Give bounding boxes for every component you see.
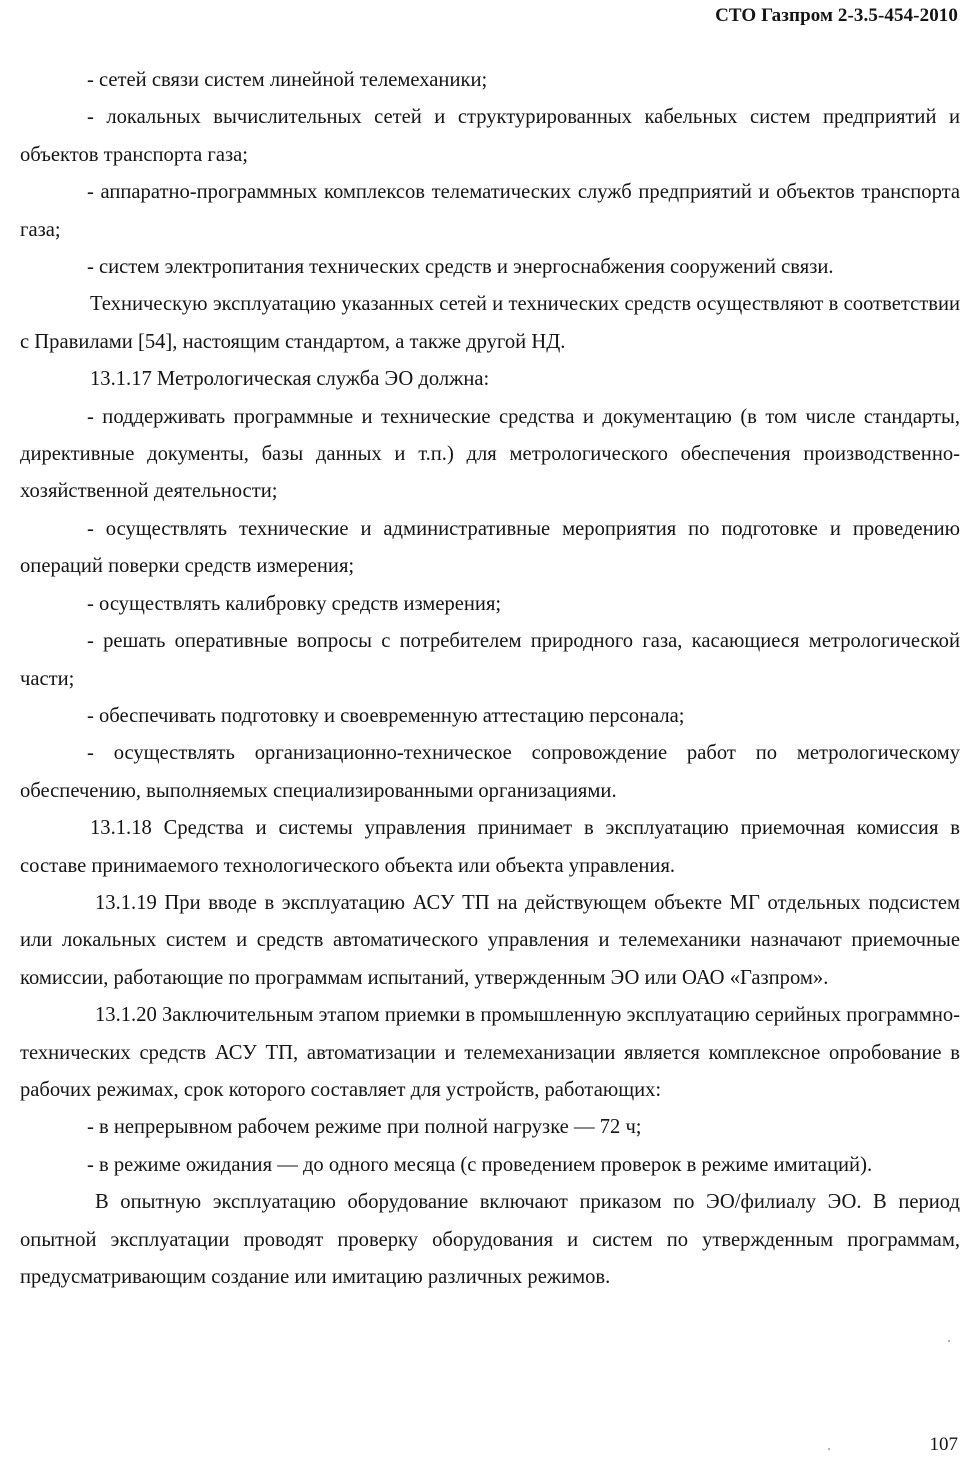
list-item-verification-measures: - осуществлять технические и административные мероприятия по подготовке и проведению операций поверки средств измерения; xyxy=(20,517,960,578)
clause-13-1-20: 13.1.20 Заключительным этапом приемки в промышленную эксплуатацию серийных программно-технических средств АСУ ТП, автоматизации и телемеханизации является комплексное опробование в рабочих режимах, срок которого составляет для устройств, работающих: xyxy=(20,1004,960,1101)
list-item-local-networks: - локальных вычислительных сетей и структурированных кабельных систем предприятий и объектов транспорта газа; xyxy=(20,106,960,166)
clause-13-1-18: 13.1.18 Средства и системы управления принимает в эксплуатацию приемочная комиссия в составе принимаемого технологического объекта или объекта управления. xyxy=(20,817,960,877)
scan-speck xyxy=(828,1448,830,1450)
list-item-technical-support: - осуществлять организационно-техническое сопровождение работ по метрологическому обеспечению, выполняемых специализированными организациями. xyxy=(20,742,960,802)
list-item-consumer-questions: - решать оперативные вопросы с потребителем природного газа, касающиеся метрологической части; xyxy=(20,630,960,690)
list-item-continuous-mode: - в непрерывном рабочем режиме при полной нагрузке — 72 ч; xyxy=(87,1116,642,1139)
list-item-standby-mode: - в режиме ожидания — до одного месяца (с проведением проверок в режиме имитаций). xyxy=(87,1153,873,1176)
page-number: 107 xyxy=(929,1434,958,1455)
list-item-power-systems: - систем электропитания технических средств и энергоснабжения сооружений связи. xyxy=(87,256,834,279)
list-item-support-software: - поддерживать программные и технические средства и документацию (в том числе стандарты, директивные документы, базы данных и т.п.) для метрологического обеспечения производственно-хозяйственной деятельности; xyxy=(20,405,960,503)
list-item-personnel-certification: - обеспечивать подготовку и своевременную аттестацию персонала; xyxy=(87,704,685,727)
list-item-telemechanics-networks: - сетей связи систем линейной телемеханики; xyxy=(87,69,488,91)
paragraph-trial-operation: В опытную эксплуатацию оборудование включают приказом по ЭО/филиалу ЭО. В период опытной эксплуатации проводят проверку оборудования и систем по утвержденным программам, предусматривающим создание или имитацию различных режимов. xyxy=(20,1191,960,1288)
list-item-calibration: - осуществлять калибровку средств измерения; xyxy=(87,592,502,615)
body-text xyxy=(20,62,960,1296)
document-code-header: СТО Газпром 2-3.5-454-2010 xyxy=(715,5,958,26)
scan-speck xyxy=(948,1340,950,1342)
list-item-telematics-complexes: - аппаратно-программных комплексов телематических служб предприятий и объектов транспорта газа; xyxy=(20,181,960,241)
clause-13-1-19: 13.1.19 При вводе в эксплуатацию АСУ ТП на действующем объекте МГ отдельных подсистем или локальных систем и средств автоматического управления и телемеханики назначают приемочные комиссии, работающие по программам испытаний, утвержденным ЭО или ОАО «Газпром». xyxy=(20,891,960,989)
clause-13-1-17: 13.1.17 Метрологическая служба ЭО должна: xyxy=(90,368,490,391)
paragraph-technical-operation: Техническую эксплуатацию указанных сетей и технических средств осуществляют в соответствии с Правилами [54], настоящим стандартом, а также другой НД. xyxy=(20,293,960,353)
